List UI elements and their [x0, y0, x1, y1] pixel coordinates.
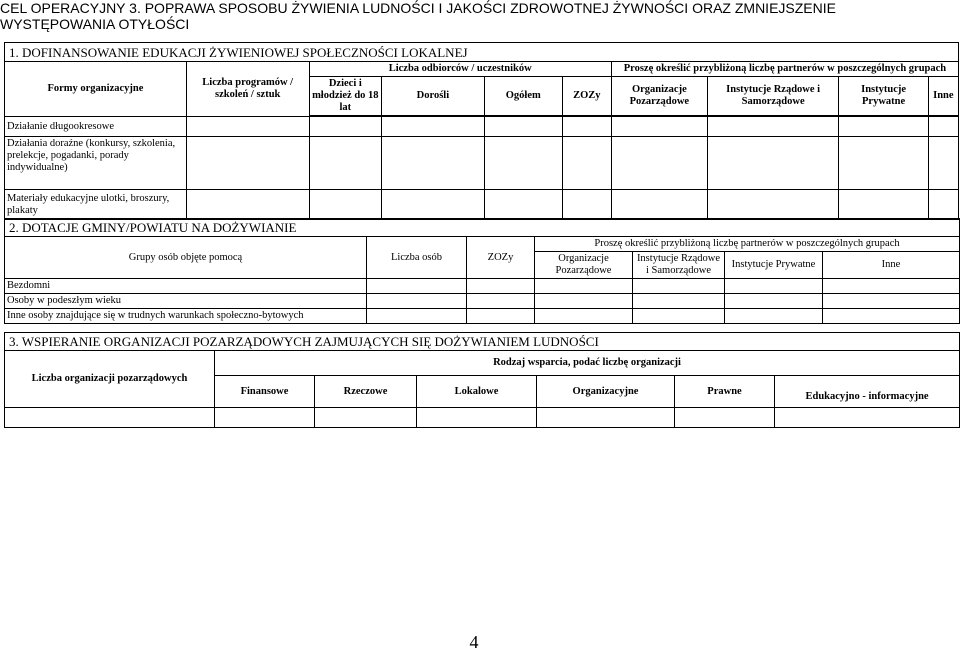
table-row — [5, 309, 960, 324]
cell[interactable] — [633, 294, 725, 309]
cell[interactable] — [839, 137, 928, 190]
cell[interactable] — [484, 137, 562, 190]
col-programs: Liczba programów / szkoleń / sztuk — [186, 62, 309, 117]
row-label: Działania doraźne (konkursy, szkolenia, prelekcje, pogadanki, porady indywidualne) — [5, 137, 187, 190]
cell[interactable] — [611, 117, 707, 137]
cell[interactable] — [611, 190, 707, 220]
col-gov: Instytucje Rządowe i Samorządowe — [633, 252, 725, 279]
table-row — [5, 408, 960, 428]
page-number: 4 — [469, 632, 479, 652]
col-zozy: ZOZy — [562, 77, 611, 116]
support-legal: Prawne — [675, 376, 775, 408]
col-recipients: Liczba odbiorców / uczestników — [309, 62, 611, 77]
cell[interactable] — [367, 294, 467, 309]
cell[interactable] — [562, 137, 611, 190]
cell[interactable] — [382, 137, 485, 190]
goal-line-1: CEL OPERACYJNY 3. POPRAWA SPOSOBU ŻYWIENIA LUDNOŚCI I JAKOŚCI ZDROWOTNEJ ŻYWNOŚCI ORAZ ZMNIEJSZENIE — [0, 0, 836, 16]
cell[interactable] — [707, 117, 839, 137]
cell[interactable] — [725, 309, 823, 324]
col-ngo: Organizacje Pozarządowe — [611, 77, 707, 116]
cell[interactable] — [382, 190, 485, 220]
cell[interactable] — [535, 294, 633, 309]
cell[interactable] — [367, 309, 467, 324]
col-groups: Grupy osób objęte pomocą — [5, 237, 367, 279]
section1-title: 1. DOFINANSOWANIE EDUKACJI ŻYWIENIOWEJ SPOŁECZNOŚCI LOKALNEJ — [5, 43, 959, 62]
cell[interactable] — [633, 279, 725, 294]
cell[interactable] — [484, 190, 562, 220]
cell[interactable] — [839, 190, 928, 220]
support-premises: Lokalowe — [417, 376, 537, 408]
col-partners: Proszę określić przybliżoną liczbę partnerów w poszczególnych grupach — [611, 62, 958, 77]
row-label: Bezdomni — [5, 279, 367, 294]
cell[interactable] — [633, 309, 725, 324]
table-row — [5, 190, 959, 220]
cell[interactable] — [775, 408, 960, 428]
cell[interactable] — [535, 279, 633, 294]
col-other: Inne — [928, 77, 958, 116]
support-material: Rzeczowe — [315, 376, 417, 408]
col-private: Instytucje Prywatne — [725, 252, 823, 279]
cell[interactable] — [562, 190, 611, 220]
cell[interactable] — [707, 137, 839, 190]
cell[interactable] — [5, 408, 215, 428]
cell[interactable] — [484, 117, 562, 137]
cell[interactable] — [707, 190, 839, 220]
row-label: Działanie długookresowe — [5, 117, 187, 137]
cell[interactable] — [467, 279, 535, 294]
col-ngo: Organizacje Pozarządowe — [535, 252, 633, 279]
cell[interactable] — [839, 117, 928, 137]
col-zozy: ZOZy — [467, 237, 535, 279]
cell[interactable] — [928, 190, 958, 220]
cell[interactable] — [823, 279, 960, 294]
cell[interactable] — [562, 117, 611, 137]
cell[interactable] — [215, 408, 315, 428]
cell[interactable] — [675, 408, 775, 428]
support-organizational: Organizacyjne — [537, 376, 675, 408]
col-support: Rodzaj wsparcia, podać liczbę organizacji — [215, 351, 960, 376]
cell[interactable] — [928, 137, 958, 190]
cell[interactable] — [309, 117, 382, 137]
section2-title: 2. DOTACJE GMINY/POWIATU NA DOŻYWIANIE — [5, 219, 960, 237]
row-label: Materiały edukacyjne ulotki, broszury, plakaty — [5, 190, 187, 220]
table-row — [5, 137, 959, 190]
row-label: Osoby w podeszłym wieku — [5, 294, 367, 309]
cell[interactable] — [467, 294, 535, 309]
cell[interactable] — [315, 408, 417, 428]
support-educational: Edukacyjno - informacyjne — [775, 376, 960, 408]
col-adults: Dorośli — [382, 77, 485, 116]
col-private: Instytucje Prywatne — [839, 77, 928, 116]
cell[interactable] — [725, 294, 823, 309]
section2-table — [4, 218, 960, 324]
cell[interactable] — [611, 137, 707, 190]
section3-title: 3. WSPIERANIE ORGANIZACJI POZARZĄDOWYCH ZAJMUJĄCYCH SIĘ DOŻYWIANIEM LUDNOŚCI — [5, 333, 960, 351]
row-label: Inne osoby znajdujące się w trudnych warunkach społeczno-bytowych — [5, 309, 367, 324]
cell[interactable] — [537, 408, 675, 428]
cell[interactable] — [367, 279, 467, 294]
section1-table — [4, 42, 959, 220]
section3-table — [4, 332, 960, 428]
cell[interactable] — [928, 117, 958, 137]
support-financial: Finansowe — [215, 376, 315, 408]
col-children: Dzieci i młodzież do 18 lat — [309, 77, 382, 116]
col-org-count: Liczba organizacji pozarządowych — [5, 351, 215, 408]
cell[interactable] — [186, 137, 309, 190]
operational-goal-heading — [0, 0, 960, 32]
cell[interactable] — [309, 137, 382, 190]
goal-line-2: WYSTĘPOWANIA OTYŁOŚCI — [0, 16, 190, 32]
cell[interactable] — [382, 117, 485, 137]
table-row — [5, 117, 959, 137]
col-partners: Proszę określić przybliżoną liczbę partnerów w poszczególnych grupach — [535, 237, 960, 252]
cell[interactable] — [535, 309, 633, 324]
table-row — [5, 294, 960, 309]
col-forms: Formy organizacyjne — [5, 62, 187, 117]
cell[interactable] — [823, 294, 960, 309]
col-gov: Instytucje Rządowe i Samorządowe — [707, 77, 839, 116]
col-total: Ogółem — [484, 77, 562, 116]
cell[interactable] — [186, 117, 309, 137]
cell[interactable] — [309, 190, 382, 220]
cell[interactable] — [725, 279, 823, 294]
col-other: Inne — [823, 252, 960, 279]
cell[interactable] — [467, 309, 535, 324]
cell[interactable] — [823, 309, 960, 324]
table-row — [5, 279, 960, 294]
cell[interactable] — [186, 190, 309, 220]
col-count: Liczba osób — [367, 237, 467, 279]
cell[interactable] — [417, 408, 537, 428]
